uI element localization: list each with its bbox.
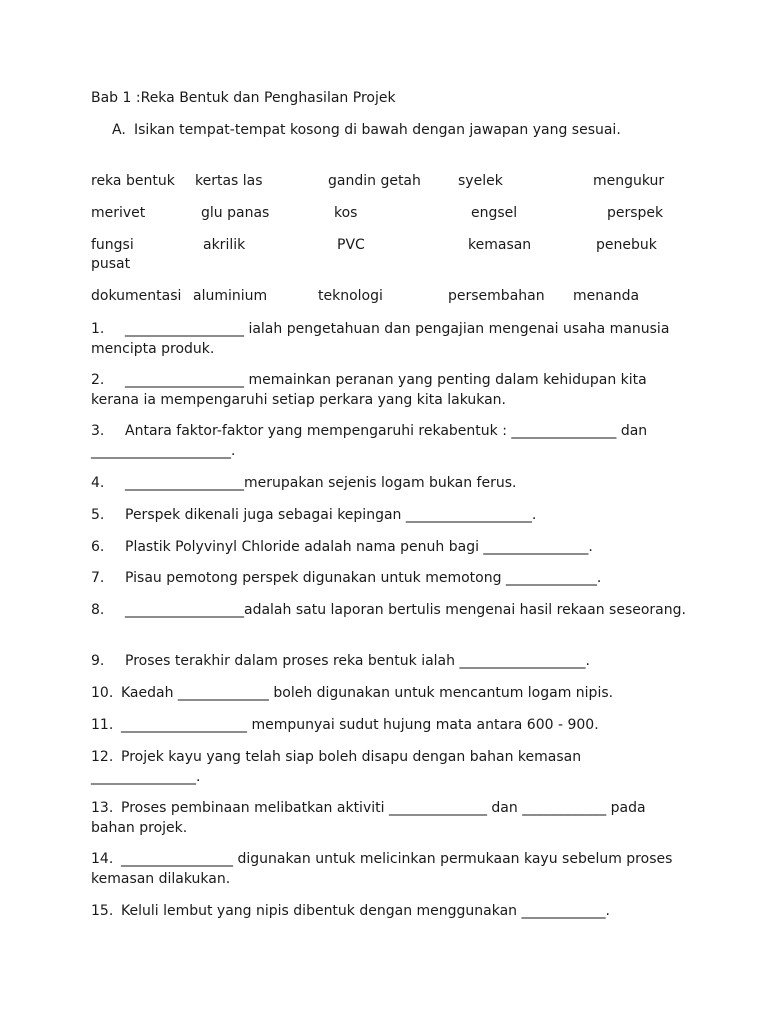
question-item (91, 473, 691, 493)
word-bank-item: kertas las (195, 173, 263, 189)
word-bank-item: PVC (337, 237, 365, 253)
word-bank-item: perspek (607, 205, 664, 221)
word-bank-item: persembahan (448, 288, 545, 304)
question-number: 12. (91, 749, 114, 765)
question-number: 14. (91, 851, 114, 867)
question-number: 1. (91, 321, 105, 337)
question-number: 3. (91, 423, 105, 439)
word-bank-item: gandin getah (328, 173, 421, 189)
question-text: Kaedah _____________ boleh digunakan untuk mencantum logam nipis. (121, 685, 614, 701)
question-number: 8. (91, 602, 105, 618)
question-text: Proses pembinaan melibatkan aktiviti ______________ dan ____________ pada bahan projek. (91, 800, 646, 836)
question-number: 15. (91, 903, 114, 919)
question-item (91, 651, 691, 671)
word-bank-item: teknologi (318, 288, 383, 304)
question-number: 9. (91, 653, 105, 669)
question-number: 6. (91, 539, 105, 555)
question-item (91, 421, 691, 461)
word-bank-item: akrilik (203, 237, 246, 253)
word-bank-item: merivet (91, 205, 146, 221)
word-bank-item: menanda (573, 288, 640, 304)
question-text: _________________ memainkan peranan yang penting dalam kehidupan kita kerana ia mempengaruhi setiap perkara yang kita lakukan. (91, 372, 647, 408)
word-bank-item: aluminium (193, 288, 268, 304)
question-text: __________________ mempunyai sudut hujung mata antara 600 - 900. (121, 717, 599, 733)
word-bank-item: kemasan (468, 237, 532, 253)
word-bank-item: engsel (471, 205, 518, 221)
question-text: Antara faktor-faktor yang mempengaruhi rekabentuk : _______________ dan ____________________. (91, 423, 648, 459)
question-item (91, 683, 691, 703)
question-item (91, 715, 691, 735)
word-bank-item: pusat (91, 256, 131, 272)
question-item (91, 901, 691, 921)
question-text: Pisau pemotong perspek digunakan untuk memotong _____________. (125, 570, 602, 586)
word-bank-item: reka bentuk (91, 173, 175, 189)
question-item (91, 849, 691, 889)
question-item (91, 319, 691, 359)
question-number: 7. (91, 570, 105, 586)
question-item (91, 747, 691, 787)
question-text: Projek kayu yang telah siap boleh disapu dengan bahan kemasan _______________. (91, 749, 582, 785)
question-text: Keluli lembut yang nipis dibentuk dengan menggunakan ____________. (121, 903, 610, 919)
question-number: 2. (91, 372, 105, 388)
question-item (91, 568, 691, 588)
question-text: _________________merupakan sejenis logam bukan ferus. (125, 475, 517, 491)
word-bank-item: fungsi (91, 237, 134, 253)
question-item (91, 798, 691, 838)
question-number: 11. (91, 717, 114, 733)
word-bank-item: penebuk (596, 237, 657, 253)
question-number: 4. (91, 475, 105, 491)
question-item (91, 600, 691, 620)
word-bank-item: glu panas (201, 205, 270, 221)
instruction-label: A. (112, 122, 126, 138)
question-item (91, 537, 691, 557)
question-text: ________________ digunakan untuk melicinkan permukaan kayu sebelum proses kemasan dilakukan. (91, 851, 673, 887)
question-number: 5. (91, 507, 105, 523)
question-text: Plastik Polyvinyl Chloride adalah nama penuh bagi _______________. (125, 539, 593, 555)
question-text: _________________adalah satu laporan bertulis mengenai hasil rekaan seseorang. (125, 602, 686, 618)
instruction (112, 122, 621, 138)
word-bank-item: kos (334, 205, 358, 221)
question-number: 10. (91, 685, 114, 701)
page-title: Bab 1 :Reka Bentuk dan Penghasilan Projek (91, 90, 396, 106)
question-number: 13. (91, 800, 114, 816)
word-bank-item: syelek (458, 173, 503, 189)
word-bank-item: mengukur (593, 173, 665, 189)
question-item (91, 370, 691, 410)
question-item (91, 505, 691, 525)
question-text: Perspek dikenali juga sebagai kepingan __________________. (125, 507, 537, 523)
question-text: _________________ ialah pengetahuan dan pengajian mengenai usaha manusia mencipta produk. (91, 321, 670, 357)
instruction-text: Isikan tempat-tempat kosong di bawah dengan jawapan yang sesuai. (134, 122, 621, 138)
question-text: Proses terakhir dalam proses reka bentuk ialah __________________. (125, 653, 590, 669)
word-bank-item: dokumentasi (91, 288, 182, 304)
